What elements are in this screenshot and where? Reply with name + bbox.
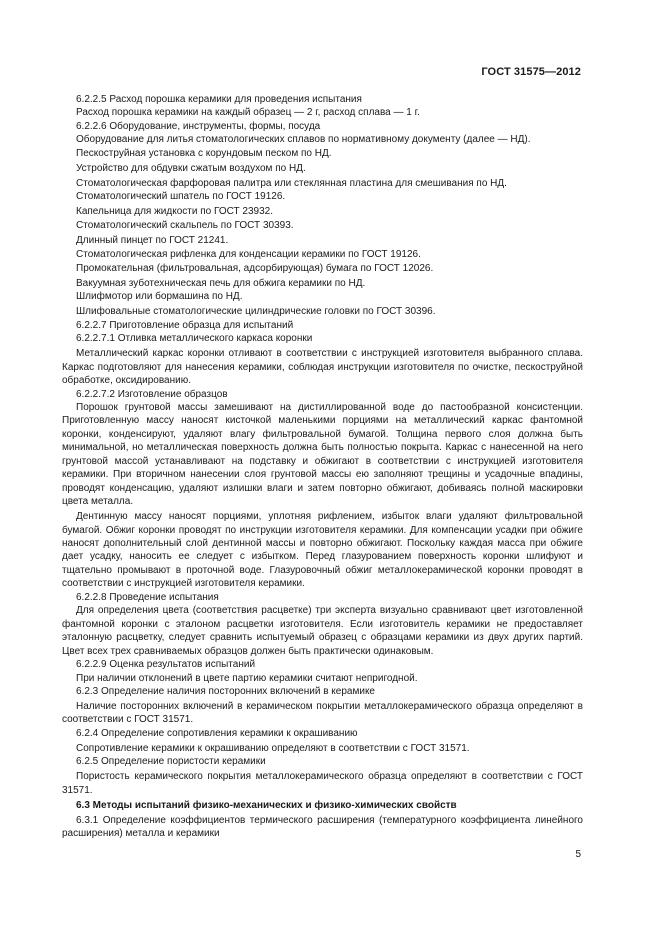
paragraph: Стоматологический шпатель по ГОСТ 19126.: [76, 191, 286, 203]
clause-heading: 6.2.2.9 Оценка результатов испытаний: [76, 659, 256, 671]
paragraph: Стоматологическая фарфоровая палитра или стеклянная пластина для смешивания по НД.: [76, 177, 507, 189]
document-code: ГОСТ 31575—2012: [481, 66, 581, 78]
paragraph: Металлический каркас коронки отливают в соответствии с инструкцией изготовителя выбранного сплава. Каркас подготовляют для нанесения керамики, соблюдая инструкции изготовителя по очистке, пескоструйной обработке, оксидированию.: [62, 348, 583, 387]
clause-heading: 6.2.3 Определение наличия посторонних включений в керамике: [76, 685, 375, 697]
clause-heading: 6.2.2.7.1 Отливка металлического каркаса коронки: [76, 333, 313, 345]
paragraph: Промокательная (фильтровальная, адсорбирующая) бумага по ГОСТ 12026.: [76, 262, 434, 274]
paragraph: Оборудование для литья стоматологических сплавов по нормативному документу (далее — НД).: [76, 134, 531, 146]
clause-heading: 6.2.5 Определение пористости керамики: [76, 756, 266, 768]
clause-heading: 6.2.2.8 Проведение испытания: [76, 591, 219, 603]
paragraph: При наличии отклонений в цвете партию керамики считают непригодной.: [76, 672, 418, 684]
paragraph: Длинный пинцет по ГОСТ 21241.: [76, 234, 229, 246]
paragraph: Расход порошка керамики на каждый образец — 2 г, расход сплава — 1 г.: [76, 107, 420, 119]
page-number: 5: [575, 849, 581, 860]
paragraph: Порошок грунтовой массы замешивают на дистиллированной воде до пастообразной консистенции. Приготовленную массу наносят кисточкой маленькими порциями на металлический каркас фантомной коронки, конденсируют, удаляют влагу фильтровальной бумагой. Толщина первого слоя должна быть минимальной, но металлическая поверхность должна быть полностью покрыта. Каркас с нанесенной на него грунтовой массой устанавливают на подставку и обжигают в соответствии с инструкцией изготовителя керамики. При вторичном нанесении слоя грунтовой массы ею заполняют трещины и усадочные впадины, проводят конденсацию, удаляют излишки влаги и затем повторно обжигают, добиваясь полной маскировки цвета металла.: [62, 401, 583, 508]
document-body: [62, 93, 583, 840]
clause-heading: 6.2.2.5 Расход порошка керамики для проведения испытания: [76, 94, 362, 105]
paragraph: Устройство для обдувки сжатым воздухом по НД.: [76, 162, 306, 174]
paragraph: Капельница для жидкости по ГОСТ 23932.: [76, 206, 273, 218]
clause-heading: 6.2.2.7 Приготовление образца для испытаний: [76, 319, 294, 331]
paragraph: Пескоструйная установка с корундовым песком по НД.: [76, 147, 332, 159]
paragraph: Пористость керамического покрытия металлокерамического образца определяют в соответствии с ГОСТ 31571.: [62, 771, 583, 796]
paragraph: Стоматологический скальпель по ГОСТ 30393.: [76, 219, 294, 231]
paragraph: Дентинную массу наносят порциями, уплотняя рифлением, избыток влаги удаляют фильтровальной бумагой. Обжиг коронки проводят по инструкции изготовителя керамики. Для компенсации усадки при обжиге наносят дополнительный слой дентинной массы и повторно обжигают. Поскольку каждая масса при обжиге дает усадку, наносить ее следует с избытком. Перед глазурованием поверхность коронки шлифуют и тщательно промывают в проточной воде. Глазуровочный обжиг металлокерамической коронки проводят в соответствии с инструкцией изготовителя керамики.: [62, 511, 583, 590]
paragraph: 6.3.1 Определение коэффициентов термического расширения (температурного коэффициента линейного расширения) металла и керамики: [62, 814, 583, 840]
section-heading: 6.3 Методы испытаний физико-механических и физико-химических свойств: [76, 799, 457, 811]
paragraph: Наличие посторонних включений в керамическом покрытии металлокерамического образца определяют в соответствии с ГОСТ 31571.: [62, 700, 583, 726]
paragraph: Вакуумная зуботехническая печь для обжига керамики по НД.: [76, 277, 366, 289]
paragraph: Шлифовальные стоматологические цилиндрические головки по ГОСТ 30396.: [76, 306, 436, 318]
clause-heading: 6.2.4 Определение сопротивления керамики к окрашиванию: [76, 727, 358, 739]
paragraph: Для определения цвета (соответствия расцветке) три эксперта визуально сравнивают цвет изготовленной фантомной коронки с эталоном расцветки изготовителя. Если изготовитель керамики не предоставляет эталонную расцветку, следует сравнить испытуемый образец с образцами керамики из двух других партий. Цвет всех трех сравниваемых образцов должен быть практически одинаковым.: [62, 605, 583, 657]
paragraph: Стоматологическая рифленка для конденсации керамики по ГОСТ 19126.: [76, 249, 421, 261]
paragraph: Шлифмотор или бормашина по НД.: [76, 291, 243, 303]
paragraph: Сопротивление керамики к окрашиванию определяют в соответствии с ГОСТ 31571.: [76, 742, 470, 754]
clause-heading: 6.2.2.7.2 Изготовление образцов: [76, 388, 228, 400]
clause-heading: 6.2.2.6 Оборудование, инструменты, формы, посуда: [76, 120, 321, 132]
